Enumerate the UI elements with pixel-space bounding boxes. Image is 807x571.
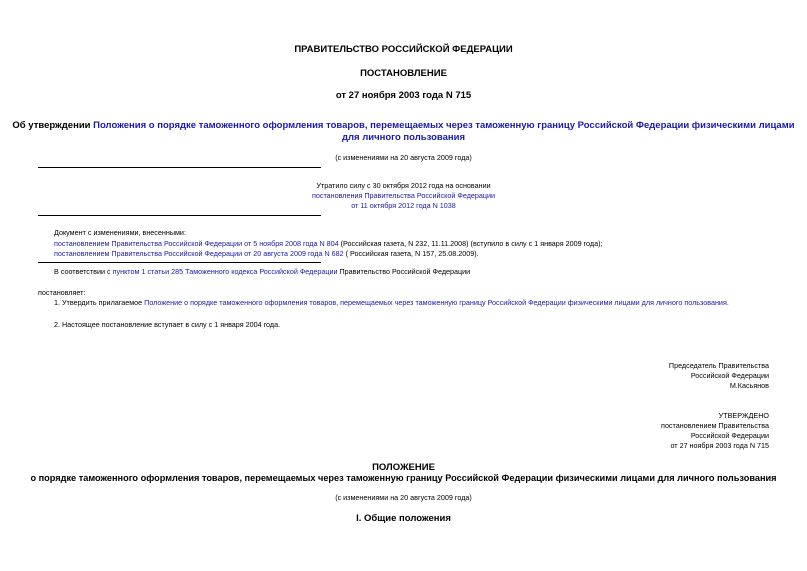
preamble [54, 267, 470, 276]
signature-name: М.Касьянов [729, 381, 769, 390]
divider [38, 215, 321, 216]
signature-title: Председатель Правительства [668, 361, 769, 370]
subject-link[interactable]: Положения о порядке таможенного оформления товаров, перемещаемых через таможенную границу Российской Федерации физическими лицами [93, 120, 795, 131]
preamble-link[interactable]: пунктом 1 статьи 285 Таможенного кодекса Российской Федерации [112, 267, 338, 276]
point-1 [54, 298, 729, 307]
regulation-subtitle: о порядке таможенного оформления товаров, перемещаемых через таможенную границу Российской Федерации физическими лицами для личного пользования [30, 473, 777, 483]
subject-title [0, 120, 807, 131]
regulation-changes-note: (с изменениями на 20 августа 2009 года) [335, 493, 472, 502]
preamble-prefix: В соответствии с [54, 267, 113, 276]
amendment-detail-1: (Российская газета, N 232, 11.11.2008) (вступило в силу с 1 января 2009 года); [338, 239, 603, 248]
point-1-prefix: 1. Утвердить прилагаемое [54, 298, 145, 307]
divider [38, 262, 321, 263]
government-title: ПРАВИТЕЛЬСТВО РОССИЙСКОЙ ФЕДЕРАЦИИ [294, 44, 513, 55]
amendment-link-2[interactable]: постановлением Правительства Российской Федерации от 20 августа 2009 года N 682 [54, 249, 344, 258]
expired-link[interactable]: постановления Правительства Российской Федерации [311, 191, 496, 200]
signature-country: Российской Федерации [690, 371, 769, 380]
preamble-suffix: Правительство Российской Федерации [337, 267, 471, 276]
amendment-link-1[interactable]: постановлением Правительства Российской Федерации от 5 ноября 2008 года N 804 [54, 239, 339, 248]
expired-notice: Утратило силу с 30 октября 2012 года на основании [316, 181, 491, 190]
amendments-intro: Документ с изменениями, внесенными: [54, 228, 186, 237]
point-2: 2. Настоящее постановление вступает в силу с 1 января 2004 года. [54, 320, 281, 329]
amendment-item-1 [54, 239, 602, 248]
document-date: от 27 ноября 2003 года N 715 [335, 90, 472, 101]
approved-by: постановлением Правительства [661, 421, 769, 430]
section-heading: I. Общие положения [356, 513, 451, 524]
decree-word: постановляет: [38, 288, 86, 297]
amendment-item-2 [54, 249, 479, 258]
approved-date: от 27 ноября 2003 года N 715 [670, 441, 769, 450]
subject-prefix: Об утверждении [12, 120, 94, 131]
document-type: ПОСТАНОВЛЕНИЕ [360, 68, 447, 79]
expired-link-date[interactable]: от 11 октября 2012 года N 1038 [351, 201, 456, 210]
changes-note: (с изменениями на 20 августа 2009 года) [335, 153, 472, 162]
approved-label: УТВЕРЖДЕНО [718, 411, 769, 420]
divider [38, 167, 321, 168]
amendment-detail-2: ( Российская газета, N 157, 25.08.2009). [343, 249, 479, 258]
subject-link-continuation[interactable]: для личного пользования [341, 132, 466, 143]
regulation-title: ПОЛОЖЕНИЕ [372, 462, 435, 473]
point-1-link[interactable]: Положение о порядке таможенного оформления товаров, перемещаемых через таможенную границу Российской Федерации физическими лицами для личного пользования [144, 298, 727, 307]
point-1-suffix: . [726, 298, 729, 307]
approved-country: Российской Федерации [690, 431, 769, 440]
